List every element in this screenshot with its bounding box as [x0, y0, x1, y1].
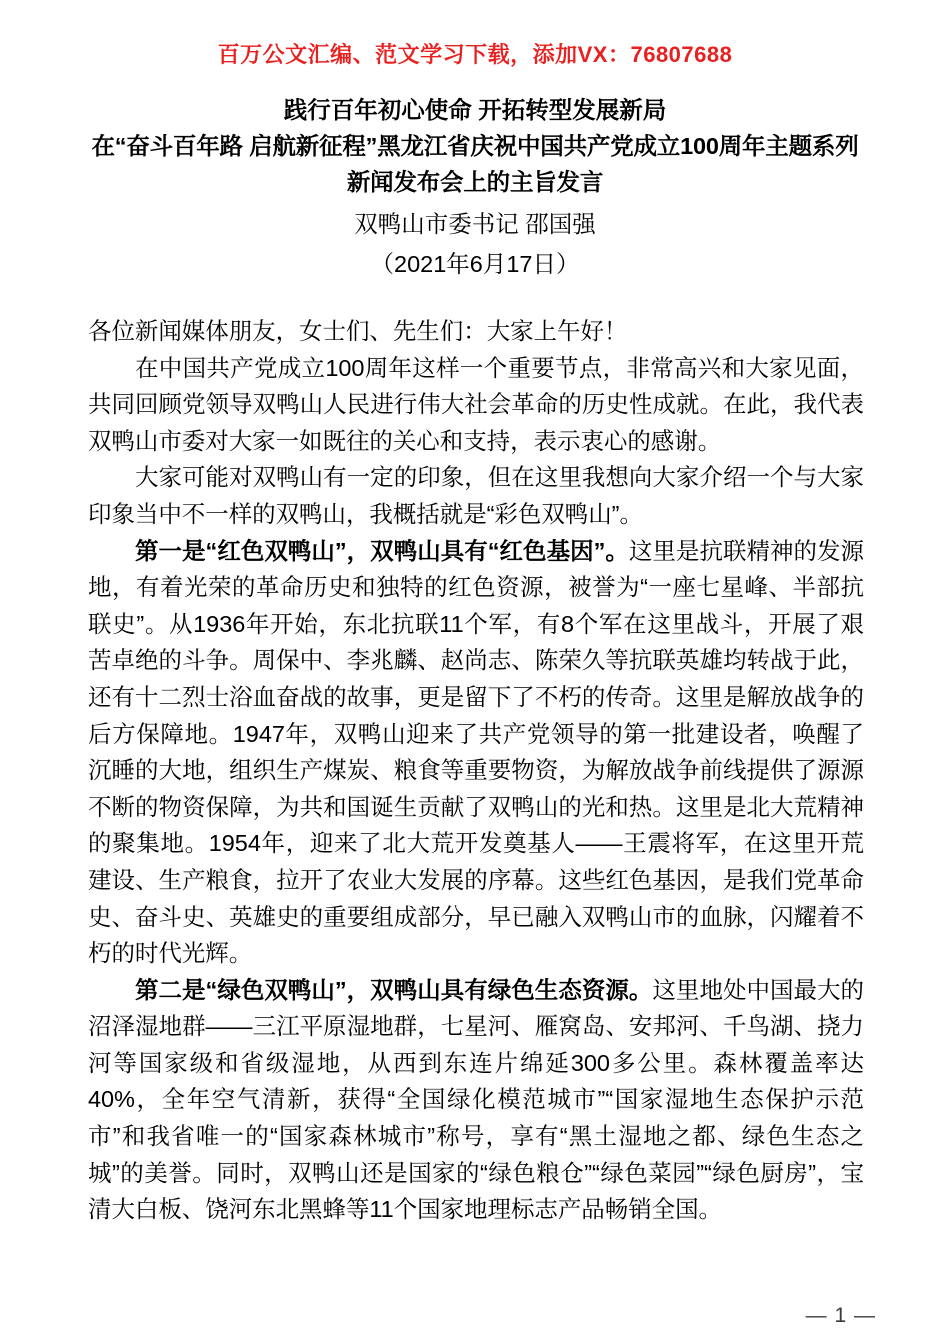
document-body: [88, 313, 864, 1228]
paragraph-section-two: [88, 972, 864, 1228]
section-one-heading: 第一是“红色双鸭山”，双鸭山具有“红色基因”。: [135, 537, 629, 564]
section-two-text: 这里地处中国最大的沼泽湿地群——三江平原湿地群，七星河、雁窝岛、安邦河、千鸟湖、挠力河等国家级和省级湿地，从西到东连片绵延300多公里。森林覆盖率达40%，全年空气清新，获得“全国绿化模范城市”“国家湿地生态保护示范市”和我省唯一的“国家森林城市”称号，享有“黑土湿地之都、绿色生态之城”的美誉。同时，双鸭山还是国家的“绿色粮仓”“绿色菜园”“绿色厨房”，宝清大白板、饶河东北黑蜂等11个国家地理标志产品畅销全国。: [88, 976, 864, 1223]
page-number: — 1 —: [805, 1304, 876, 1327]
paragraph-intro-1: 在中国共产党成立100周年这样一个重要节点，非常高兴和大家见面，共同回顾党领导双鸭山人民进行伟大社会革命的历史性成就。在此，我代表双鸭山市委对大家一如既往的关心和支持，表示衷心的感谢。: [88, 354, 864, 454]
section-one-text: 这里是抗联精神的发源地，有着光荣的革命历史和独特的红色资源，被誉为“一座七星峰、半部抗联史”。从1936年开始，东北抗联11个军，有8个军在这里战斗，开展了艰苦卓绝的斗争。周保中、李兆麟、赵尚志、陈荣久等抗联英雄均转战于此，还有十二烈士浴血奋战的故事，更是留下了不朽的传奇。这里是解放战争的后方保障地。1947年，双鸭山迎来了共产党领导的第一批建设者，唤醒了沉睡的大地，组织生产煤炭、粮食等重要物资，为解放战争前线提供了源源不断的物资保障，为共和国诞生贡献了双鸭山的光和热。这里是北大荒精神的聚集地。1954年，迎来了北大荒开发奠基人——王震将军，在这里开荒建设、生产粮食，拉开了农业大发展的序幕。这些红色基因，是我们党革命史、奋斗史、英雄史的重要组成部分，早已融入双鸭山市的血脉，闪耀着不朽的时代光辉。: [88, 537, 864, 967]
paragraph-intro-2: 大家可能对双鸭山有一定的印象，但在这里我想向大家介绍一个与大家印象当中不一样的双鸭山，我概括就是“彩色双鸭山”。: [88, 464, 864, 527]
document-dateline: （2021年6月17日）: [370, 251, 580, 277]
section-two-heading: 第二是“绿色双鸭山”，双鸭山具有绿色生态资源。: [135, 976, 653, 1003]
title-line-secondary: 在“奋斗百年路 启航新征程”黑龙江省庆祝中国共产党成立100周年主题系列新闻发布会上的主旨发言: [91, 133, 859, 195]
paragraph-section-one: [88, 533, 864, 972]
author-byline: 双鸭山市委书记 邵国强: [354, 211, 596, 237]
title-line-primary: 践行百年初心使命 开拓转型发展新局: [283, 97, 667, 123]
promo-watermark-text: 百万公文汇编、范文学习下载，添加VX：76807688: [217, 42, 733, 67]
document-title-block: [88, 92, 862, 282]
paragraph-salutation: 各位新闻媒体朋友，女士们、先生们：大家上午好！: [88, 318, 628, 344]
